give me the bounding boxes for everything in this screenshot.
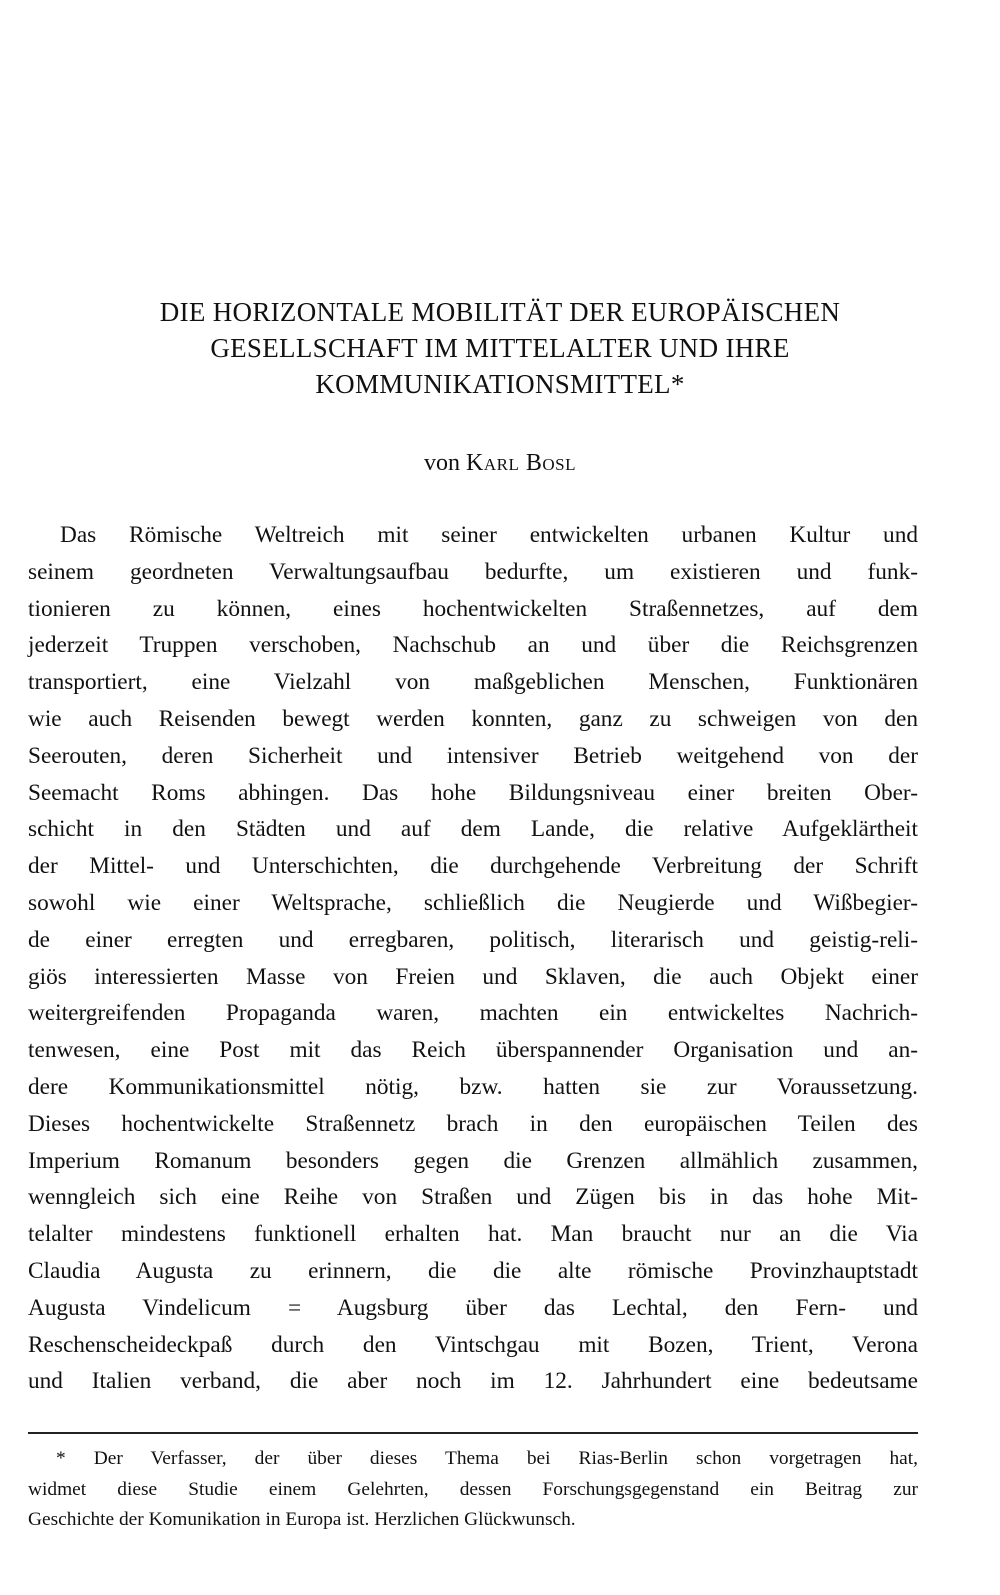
- title-line: KOMMUNIKATIONSMITTEL*: [315, 369, 685, 399]
- body-line: und Italien verband, die aber noch im 12. Jahrhundert eine bedeutsame: [28, 1368, 918, 1395]
- body-line: Seerouten, deren Sicherheit und intensiver Betrieb weitgehend von der: [28, 742, 918, 769]
- author-name: Karl Bosl: [466, 450, 576, 476]
- footnote-line: * Der Verfasser, der über dieses Thema bei Rias-Berlin schon vorgetragen hat,: [56, 1448, 918, 1469]
- title-line: GESELLSCHAFT IM MITTELALTER UND IHRE: [210, 333, 790, 363]
- body-line: Claudia Augusta zu erinnern, die die alte römische Provinzhauptstadt: [28, 1257, 918, 1284]
- body-line: tionieren zu können, eines hochentwickelten Straßennetzes, auf dem: [28, 595, 918, 622]
- body-line: Dieses hochentwickelte Straßennetz brach in den europäischen Teilen des: [28, 1110, 918, 1137]
- footnote-divider: [28, 1432, 918, 1434]
- author-prefix: von: [424, 450, 461, 476]
- body-line: transportiert, eine Vielzahl von maßgeblichen Menschen, Funktionären: [28, 669, 918, 696]
- body-line: Das Römische Weltreich mit seiner entwickelten urbanen Kultur und: [60, 522, 918, 548]
- body-line: schicht in den Städten und auf dem Lande, die relative Aufgeklärtheit: [28, 816, 918, 843]
- body-line: wenngleich sich eine Reihe von Straßen und Zügen bis in das hohe Mit-: [28, 1184, 918, 1211]
- body-line: sowohl wie einer Weltsprache, schließlich die Neugierde und Wißbegier-: [28, 889, 918, 916]
- body-line: der Mittel- und Unterschichten, die durchgehende Verbreitung der Schrift: [28, 853, 918, 880]
- body-line: jederzeit Truppen verschoben, Nachschub an und über die Reichsgrenzen: [28, 632, 918, 659]
- footnote-line: Geschichte der Komunikation in Europa ist. Herzlichen Glückwunsch.: [28, 1509, 576, 1530]
- body-paragraph: [28, 517, 918, 1400]
- body-line: telalter mindestens funktionell erhalten hat. Man braucht nur an die Via: [28, 1221, 918, 1248]
- body-line: weitergreifenden Propaganda waren, machten ein entwickeltes Nachrich-: [28, 1000, 918, 1027]
- footnote: [28, 1444, 918, 1536]
- article-title: [40, 294, 960, 402]
- body-line: Imperium Romanum besonders gegen die Grenzen allmählich zusammen,: [28, 1147, 918, 1174]
- body-line: giös interessierten Masse von Freien und Sklaven, die auch Objekt einer: [28, 963, 918, 990]
- footnote-line: widmet diese Studie einem Gelehrten, dessen Forschungsgegenstand ein Beitrag zur: [28, 1478, 918, 1500]
- body-line: seinem geordneten Verwaltungsaufbau bedurfte, um existieren und funk-: [28, 558, 918, 585]
- title-line: DIE HORIZONTALE MOBILITÄT DER EUROPÄISCHEN: [159, 297, 841, 327]
- author-byline: [0, 448, 1000, 478]
- body-line: dere Kommunikationsmittel nötig, bzw. hatten sie zur Voraussetzung.: [28, 1073, 918, 1100]
- body-line: tenwesen, eine Post mit das Reich überspannender Organisation und an-: [28, 1037, 918, 1064]
- body-line: de einer erregten und erregbaren, politisch, literarisch und geistig-reli-: [28, 926, 918, 953]
- body-line: wie auch Reisenden bewegt werden konnten, ganz zu schweigen von den: [28, 705, 918, 732]
- body-line: Reschenscheideckpaß durch den Vintschgau mit Bozen, Trient, Verona: [28, 1331, 918, 1358]
- body-line: Seemacht Roms abhingen. Das hohe Bildungsniveau einer breiten Ober-: [28, 779, 918, 806]
- body-line: Augusta Vindelicum = Augsburg über das Lechtal, den Fern- und: [28, 1294, 918, 1321]
